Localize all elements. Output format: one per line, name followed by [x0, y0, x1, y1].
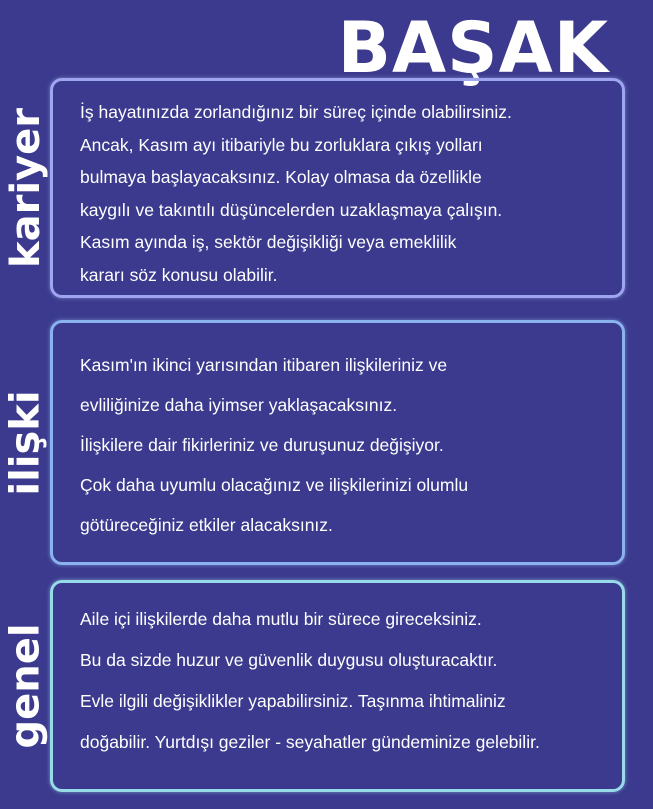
text-line: İlişkilere dair fikirleriniz ve duruşunuz değişiyor.	[80, 435, 444, 455]
text-line: Bu da sizde huzur ve güvenlik duygusu oluşturacaktır.	[80, 650, 498, 670]
text-line: doğabilir. Yurtdışı geziler - seyahatler gündeminize gelebilir.	[80, 732, 540, 752]
section-label-text: kariyer	[3, 108, 49, 268]
kariyer-card	[50, 78, 625, 298]
section-label-iliski	[0, 320, 52, 565]
text-line: evliliğinize daha iyimser yaklaşacaksınız.	[80, 395, 398, 415]
iliski-card	[50, 320, 625, 565]
text-line: Kasım ayında iş, sektör değişikliği veya emeklilik	[80, 232, 457, 252]
genel-card	[50, 580, 625, 792]
text-line: kaygılı ve takıntılı düşüncelerden uzaklaşmaya çalışın.	[80, 199, 503, 220]
text-line: Evle ilgili değişiklikler yapabilirsiniz. Taşınma ihtimaliniz	[80, 691, 506, 711]
section-label-kariyer	[0, 78, 52, 298]
section-label-text: genel	[3, 623, 50, 749]
text-line: kararı söz konusu olabilir.	[80, 264, 278, 285]
page-title: BAŞAK	[337, 7, 609, 89]
section-label-genel	[0, 580, 52, 792]
text-line: Çok daha uyumlu olacağınız ve ilişkilerinizi olumlu	[80, 475, 469, 495]
genel-text	[80, 599, 614, 763]
text-line: Kasım'ın ikinci yarısından itibaren ilişkileriniz ve	[80, 355, 448, 375]
kariyer-text	[80, 96, 614, 291]
text-line: İş hayatınızda zorlandığınız bir süreç içinde olabilirsiniz.	[80, 102, 512, 122]
text-line: bulmaya başlayacaksınız. Kolay olmasa da özellikle	[80, 167, 482, 187]
iliski-text	[80, 345, 614, 545]
text-line: Ancak, Kasım ayı itibariyle bu zorluklara çıkış yolları	[80, 134, 483, 155]
section-label-text: ilişki	[3, 389, 50, 496]
text-line: Aile içi ilişkilerde daha mutlu bir sürece gireceksiniz.	[80, 609, 482, 629]
text-line: götüreceğiniz etkiler alacaksınız.	[80, 515, 333, 535]
